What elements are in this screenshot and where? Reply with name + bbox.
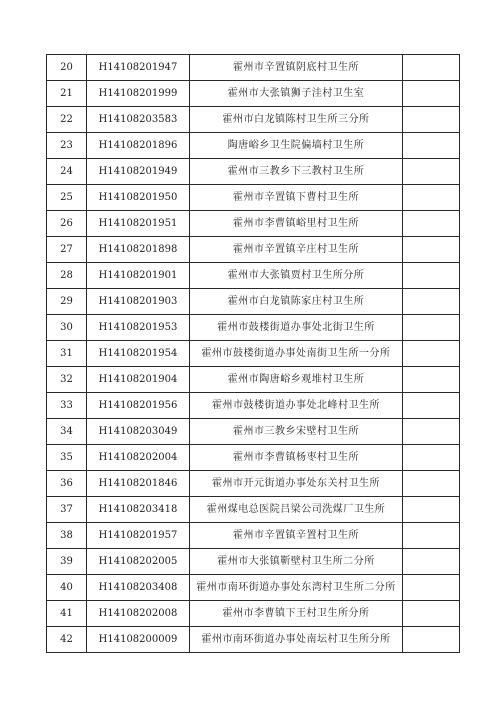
row-number-cell: 32 <box>47 367 87 393</box>
clinic-name-cell: 霍州市辛置镇辛置村卫生所 <box>190 523 403 549</box>
code-cell: H14108203583 <box>87 107 190 133</box>
table-row <box>47 575 460 601</box>
table-row <box>47 523 460 549</box>
row-number-cell: 36 <box>47 471 87 497</box>
code-cell: H14108202008 <box>87 601 190 627</box>
remark-cell <box>403 341 460 367</box>
code-cell: H14108203049 <box>87 419 190 445</box>
row-number-cell: 39 <box>47 549 87 575</box>
remark-cell <box>403 497 460 523</box>
clinic-name-cell: 霍州市鼓楼街道办事处北街卫生所 <box>190 315 403 341</box>
code-cell: H14108201957 <box>87 523 190 549</box>
remark-cell <box>403 133 460 159</box>
clinic-name-cell: 霍州市南环街道办事处东湾村卫生所二分所 <box>190 575 403 601</box>
clinic-name-cell: 霍州市鼓楼街道办事处南街卫生所一分所 <box>190 341 403 367</box>
remark-cell <box>403 627 460 653</box>
remark-cell <box>403 237 460 263</box>
clinic-name-cell: 霍州煤电总医院吕梁公司洗煤厂卫生所 <box>190 497 403 523</box>
remark-cell <box>403 549 460 575</box>
code-cell: H14108201901 <box>87 263 190 289</box>
code-cell: H14108203408 <box>87 575 190 601</box>
row-number-cell: 21 <box>47 81 87 107</box>
table-row <box>47 445 460 471</box>
row-number-cell: 22 <box>47 107 87 133</box>
code-cell: H14108201953 <box>87 315 190 341</box>
row-number-cell: 41 <box>47 601 87 627</box>
table-body <box>47 55 460 653</box>
remark-cell <box>403 159 460 185</box>
remark-cell <box>403 185 460 211</box>
remark-cell <box>403 419 460 445</box>
clinic-name-cell: 霍州市南环街道办事处南坛村卫生所分所 <box>190 627 403 653</box>
row-number-cell: 35 <box>47 445 87 471</box>
clinic-name-cell: 陶唐峪乡卫生院偏墙村卫生所 <box>190 133 403 159</box>
clinic-name-cell: 霍州市辛置镇阴底村卫生所 <box>190 55 403 81</box>
table-row <box>47 55 460 81</box>
table-row <box>47 133 460 159</box>
code-cell: H14108201898 <box>87 237 190 263</box>
code-cell: H14108203418 <box>87 497 190 523</box>
table-row <box>47 81 460 107</box>
table-row <box>47 341 460 367</box>
code-cell: H14108202004 <box>87 445 190 471</box>
remark-cell <box>403 445 460 471</box>
clinic-name-cell: 霍州市大张镇贾村卫生所分所 <box>190 263 403 289</box>
remark-cell <box>403 211 460 237</box>
row-number-cell: 31 <box>47 341 87 367</box>
clinic-name-cell: 霍州市白龙镇陈家庄村卫生所 <box>190 289 403 315</box>
code-cell: H14108201846 <box>87 471 190 497</box>
row-number-cell: 20 <box>47 55 87 81</box>
row-number-cell: 28 <box>47 263 87 289</box>
clinic-name-cell: 霍州市三教乡下三教村卫生所 <box>190 159 403 185</box>
clinic-name-cell: 霍州市大张镇狮子洼村卫生室 <box>190 81 403 107</box>
row-number-cell: 23 <box>47 133 87 159</box>
code-cell: H14108201999 <box>87 81 190 107</box>
table-row <box>47 471 460 497</box>
table-row <box>47 159 460 185</box>
table-row <box>47 315 460 341</box>
row-number-cell: 37 <box>47 497 87 523</box>
code-cell: H14108201951 <box>87 211 190 237</box>
code-cell: H14108201896 <box>87 133 190 159</box>
remark-cell <box>403 367 460 393</box>
remark-cell <box>403 107 460 133</box>
code-cell: H14108201904 <box>87 367 190 393</box>
table-row <box>47 107 460 133</box>
row-number-cell: 42 <box>47 627 87 653</box>
row-number-cell: 27 <box>47 237 87 263</box>
code-cell: H14108202005 <box>87 549 190 575</box>
remark-cell <box>403 601 460 627</box>
table-row <box>47 289 460 315</box>
row-number-cell: 26 <box>47 211 87 237</box>
remark-cell <box>403 523 460 549</box>
clinic-name-cell: 霍州市三教乡宋壁村卫生所 <box>190 419 403 445</box>
clinic-name-cell: 霍州市辛置镇辛庄村卫生所 <box>190 237 403 263</box>
row-number-cell: 29 <box>47 289 87 315</box>
code-cell: H14108201956 <box>87 393 190 419</box>
code-cell: H14108201947 <box>87 55 190 81</box>
row-number-cell: 30 <box>47 315 87 341</box>
table-row <box>47 497 460 523</box>
remark-cell <box>403 55 460 81</box>
row-number-cell: 24 <box>47 159 87 185</box>
row-number-cell: 34 <box>47 419 87 445</box>
table-row <box>47 627 460 653</box>
remark-cell <box>403 263 460 289</box>
row-number-cell: 38 <box>47 523 87 549</box>
remark-cell <box>403 81 460 107</box>
remark-cell <box>403 575 460 601</box>
clinic-name-cell: 霍州市李曹镇杨枣村卫生所 <box>190 445 403 471</box>
table-row <box>47 549 460 575</box>
clinic-name-cell: 霍州市开元街道办事处东关村卫生所 <box>190 471 403 497</box>
clinic-name-cell: 霍州市辛置镇下曹村卫生所 <box>190 185 403 211</box>
clinic-name-cell: 霍州市鼓楼街道办事处北峰村卫生所 <box>190 393 403 419</box>
remark-cell <box>403 315 460 341</box>
code-cell: H14108201954 <box>87 341 190 367</box>
table-row <box>47 601 460 627</box>
clinic-name-cell: 霍州市大张镇靳壁村卫生所二分所 <box>190 549 403 575</box>
code-cell: H14108201949 <box>87 159 190 185</box>
clinic-name-cell: 霍州市白龙镇陈村卫生所三分所 <box>190 107 403 133</box>
table-row <box>47 263 460 289</box>
clinic-name-cell: 霍州市李曹镇下王村卫生所分所 <box>190 601 403 627</box>
clinic-name-cell: 霍州市陶唐峪乡观堆村卫生所 <box>190 367 403 393</box>
table-row <box>47 185 460 211</box>
remark-cell <box>403 393 460 419</box>
row-number-cell: 40 <box>47 575 87 601</box>
remark-cell <box>403 471 460 497</box>
table-row <box>47 367 460 393</box>
row-number-cell: 25 <box>47 185 87 211</box>
remark-cell <box>403 289 460 315</box>
clinic-list-table <box>46 54 460 653</box>
row-number-cell: 33 <box>47 393 87 419</box>
code-cell: H14108201950 <box>87 185 190 211</box>
table-row <box>47 419 460 445</box>
table-row <box>47 393 460 419</box>
code-cell: H14108201903 <box>87 289 190 315</box>
table-row <box>47 211 460 237</box>
clinic-name-cell: 霍州市李曹镇峪里村卫生所 <box>190 211 403 237</box>
table-row <box>47 237 460 263</box>
code-cell: H14108200009 <box>87 627 190 653</box>
